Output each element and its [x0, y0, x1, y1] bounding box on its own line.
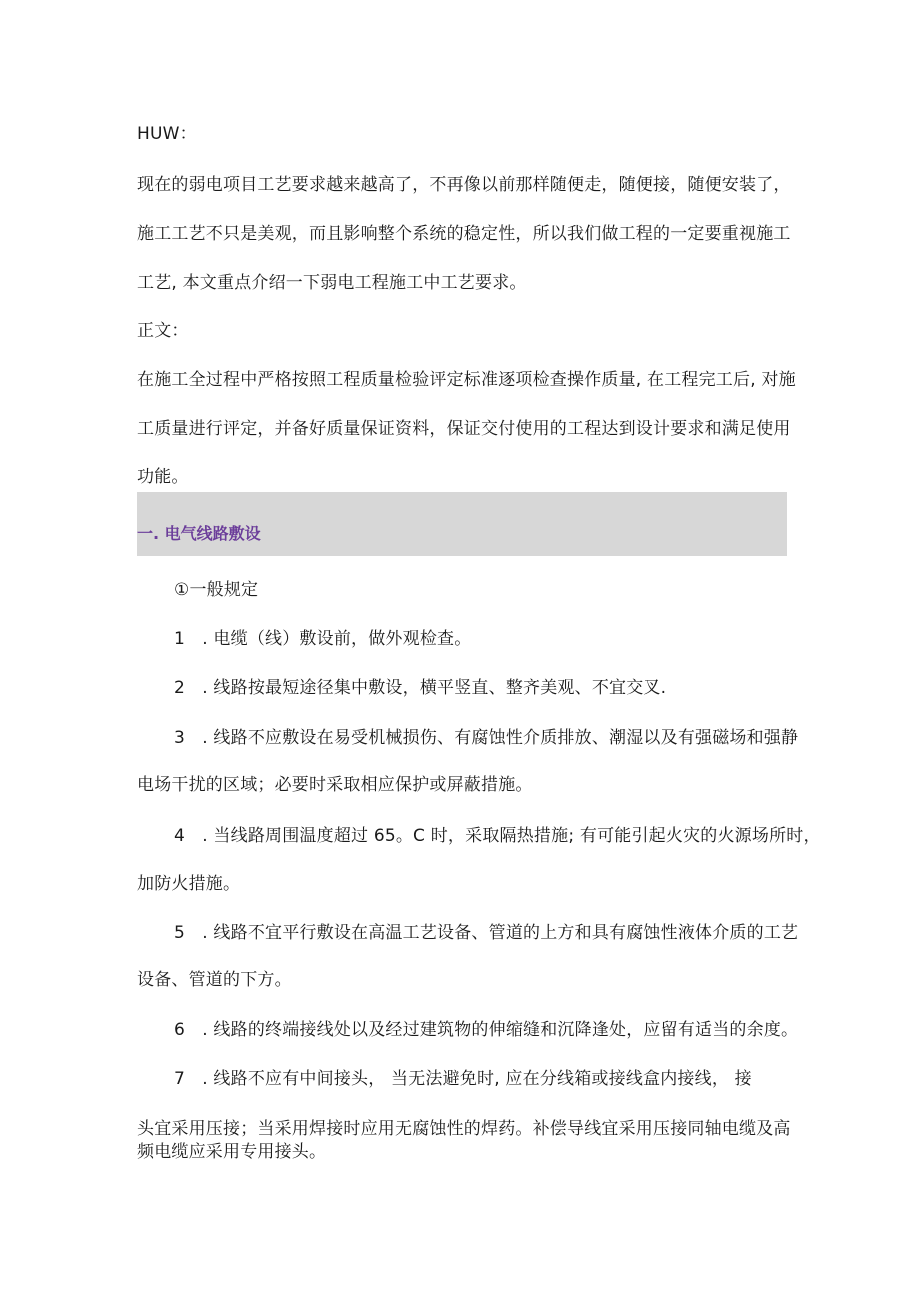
rule-item-2: 2 . 线路按最短途径集中敷设，横平竖直、整齐美观、不宜交叉. — [174, 678, 667, 698]
rule-item-1: 1 . 电缆（线）敷设前，做外观检查。 — [174, 629, 472, 649]
rule-item-4-cont: 加防火措施。 — [137, 874, 241, 894]
body-para-line-1: 在施工全过程中严格按照工程质量检验评定标准逐项检查操作质量, 在工程完工后, 对施 — [137, 370, 796, 390]
rule-item-7-cont-1: 头宜采用压接；当采用焊接时应用无腐蚀性的焊药。补偿导线宜采用压接同轴电缆及高 — [137, 1119, 791, 1139]
body-para-line-2: 工质量进行评定，并备好质量保证资料，保证交付使用的工程达到设计要求和满足使用 — [137, 419, 791, 439]
body-heading: 正文： — [137, 321, 189, 341]
rule-item-5-cont: 设备、管道的下方。 — [137, 970, 292, 990]
rule-item-3-cont: 电场干扰的区域；必要时采取相应保护或屏蔽措施。 — [137, 775, 533, 795]
rule-item-5: 5 . 线路不宜平行敷设在高温工艺设备、管道的上方和具有腐蚀性液体介质的工艺 — [174, 923, 799, 943]
intro-para-line-3: 工艺, 本文重点介绍一下弱电工程施工中工艺要求。 — [137, 273, 527, 293]
rule-item-3: 3 . 线路不应敷设在易受机械损伤、有腐蚀性介质排放、潮湿以及有强磁场和强静 — [174, 728, 799, 748]
rule-item-7-cont-2: 频电缆应采用专用接头。 — [137, 1142, 327, 1162]
section-title: 一. 电气线路敷设 — [137, 524, 261, 543]
subheading-general-rules: ①一般规定 — [174, 580, 259, 600]
rule-item-4: 4 . 当线路周围温度超过 65。C 时，采取隔热措施; 有可能引起火灾的火源场所时， — [174, 826, 821, 846]
body-para-line-3: 功能。 — [137, 467, 189, 487]
intro-para-line-2: 施工工艺不只是美观，而且影响整个系统的稳定性，所以我们做工程的一定要重视施工 — [137, 224, 791, 244]
intro-para-line-1: 现在的弱电项目工艺要求越来越高了，不再像以前那样随便走，随便接，随便安装了， — [137, 175, 791, 195]
rule-item-6: 6 . 线路的终端接线处以及经过建筑物的伸缩缝和沉降逢处，应留有适当的余度。 — [174, 1020, 799, 1040]
intro-heading: HUW： — [137, 124, 197, 144]
rule-item-7: 7 . 线路不应有中间接头， 当无法避免时, 应在分线箱或接线盒内接线， 接 — [174, 1069, 752, 1089]
